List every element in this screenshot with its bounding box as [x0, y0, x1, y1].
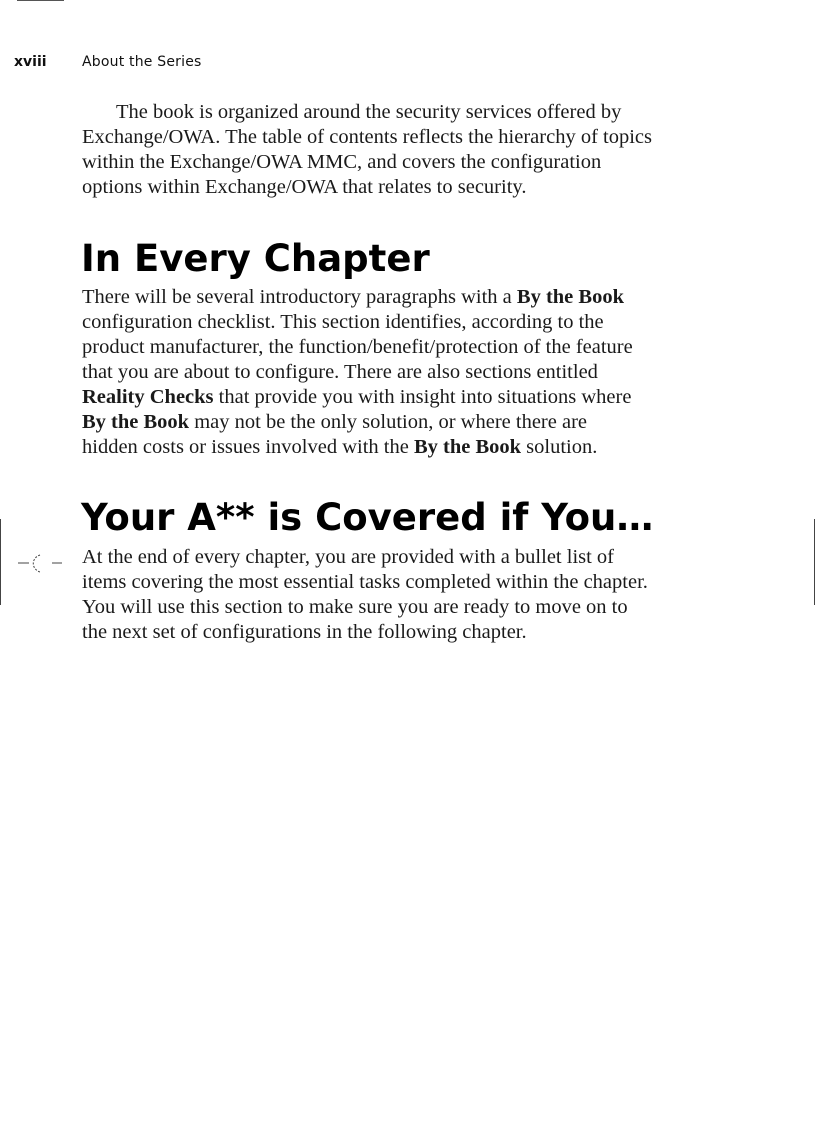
- paragraph-line: items covering the most essential tasks completed within the chapter.: [82, 571, 648, 593]
- running-header-title: About the Series: [82, 54, 202, 70]
- running-header: [14, 53, 202, 71]
- term-reality-checks: Reality Checks: [82, 386, 214, 408]
- paragraph-line: [82, 385, 633, 410]
- covered-paragraph: [82, 545, 648, 645]
- paragraph-line: [82, 285, 633, 310]
- left-margin-bar: [0, 519, 1, 605]
- text-run: that provide you with insight into situations where: [213, 386, 632, 408]
- registration-mark-icon: [18, 551, 64, 575]
- heading-your-a-is-covered: Your A** is Covered if You…: [81, 496, 654, 539]
- paragraph-line: You will use this section to make sure you are ready to move on to: [82, 596, 628, 618]
- intro-line: within the Exchange/OWA MMC, and covers the configuration: [82, 151, 602, 173]
- term-by-the-book: By the Book: [516, 286, 624, 308]
- paragraph-line: At the end of every chapter, you are provided with a bullet list of: [82, 546, 615, 568]
- text-run: hidden costs or issues involved with the: [82, 436, 414, 458]
- page-number: xviii: [14, 54, 47, 70]
- heading-in-every-chapter: In Every Chapter: [81, 237, 430, 280]
- right-margin-bar: [814, 519, 815, 605]
- text-run: may not be the only solution, or where there are: [189, 411, 587, 433]
- intro-line: options within Exchange/OWA that relates to security.: [82, 176, 527, 198]
- paragraph-line: the next set of configurations in the following chapter.: [82, 621, 527, 643]
- text-run: solution.: [521, 436, 598, 458]
- top-rule: [17, 0, 64, 1]
- paragraph-line: [82, 410, 633, 435]
- term-by-the-book: By the Book: [413, 436, 522, 458]
- paragraph-line: configuration checklist. This section identifies, according to the: [82, 311, 604, 333]
- paragraph-line: product manufacturer, the function/benefit/protection of the feature: [82, 336, 633, 358]
- intro-line: Exchange/OWA. The table of contents reflects the hierarchy of topics: [82, 126, 652, 148]
- paragraph-line: that you are about to configure. There are also sections entitled: [82, 361, 598, 383]
- intro-line: The book is organized around the security services offered by: [116, 101, 622, 123]
- paragraph-line: [82, 435, 633, 460]
- term-by-the-book: By the Book: [82, 411, 190, 433]
- every-chapter-paragraph: [82, 285, 633, 460]
- intro-paragraph: [82, 100, 652, 200]
- text-run: There will be several introductory paragraphs with a: [82, 286, 517, 308]
